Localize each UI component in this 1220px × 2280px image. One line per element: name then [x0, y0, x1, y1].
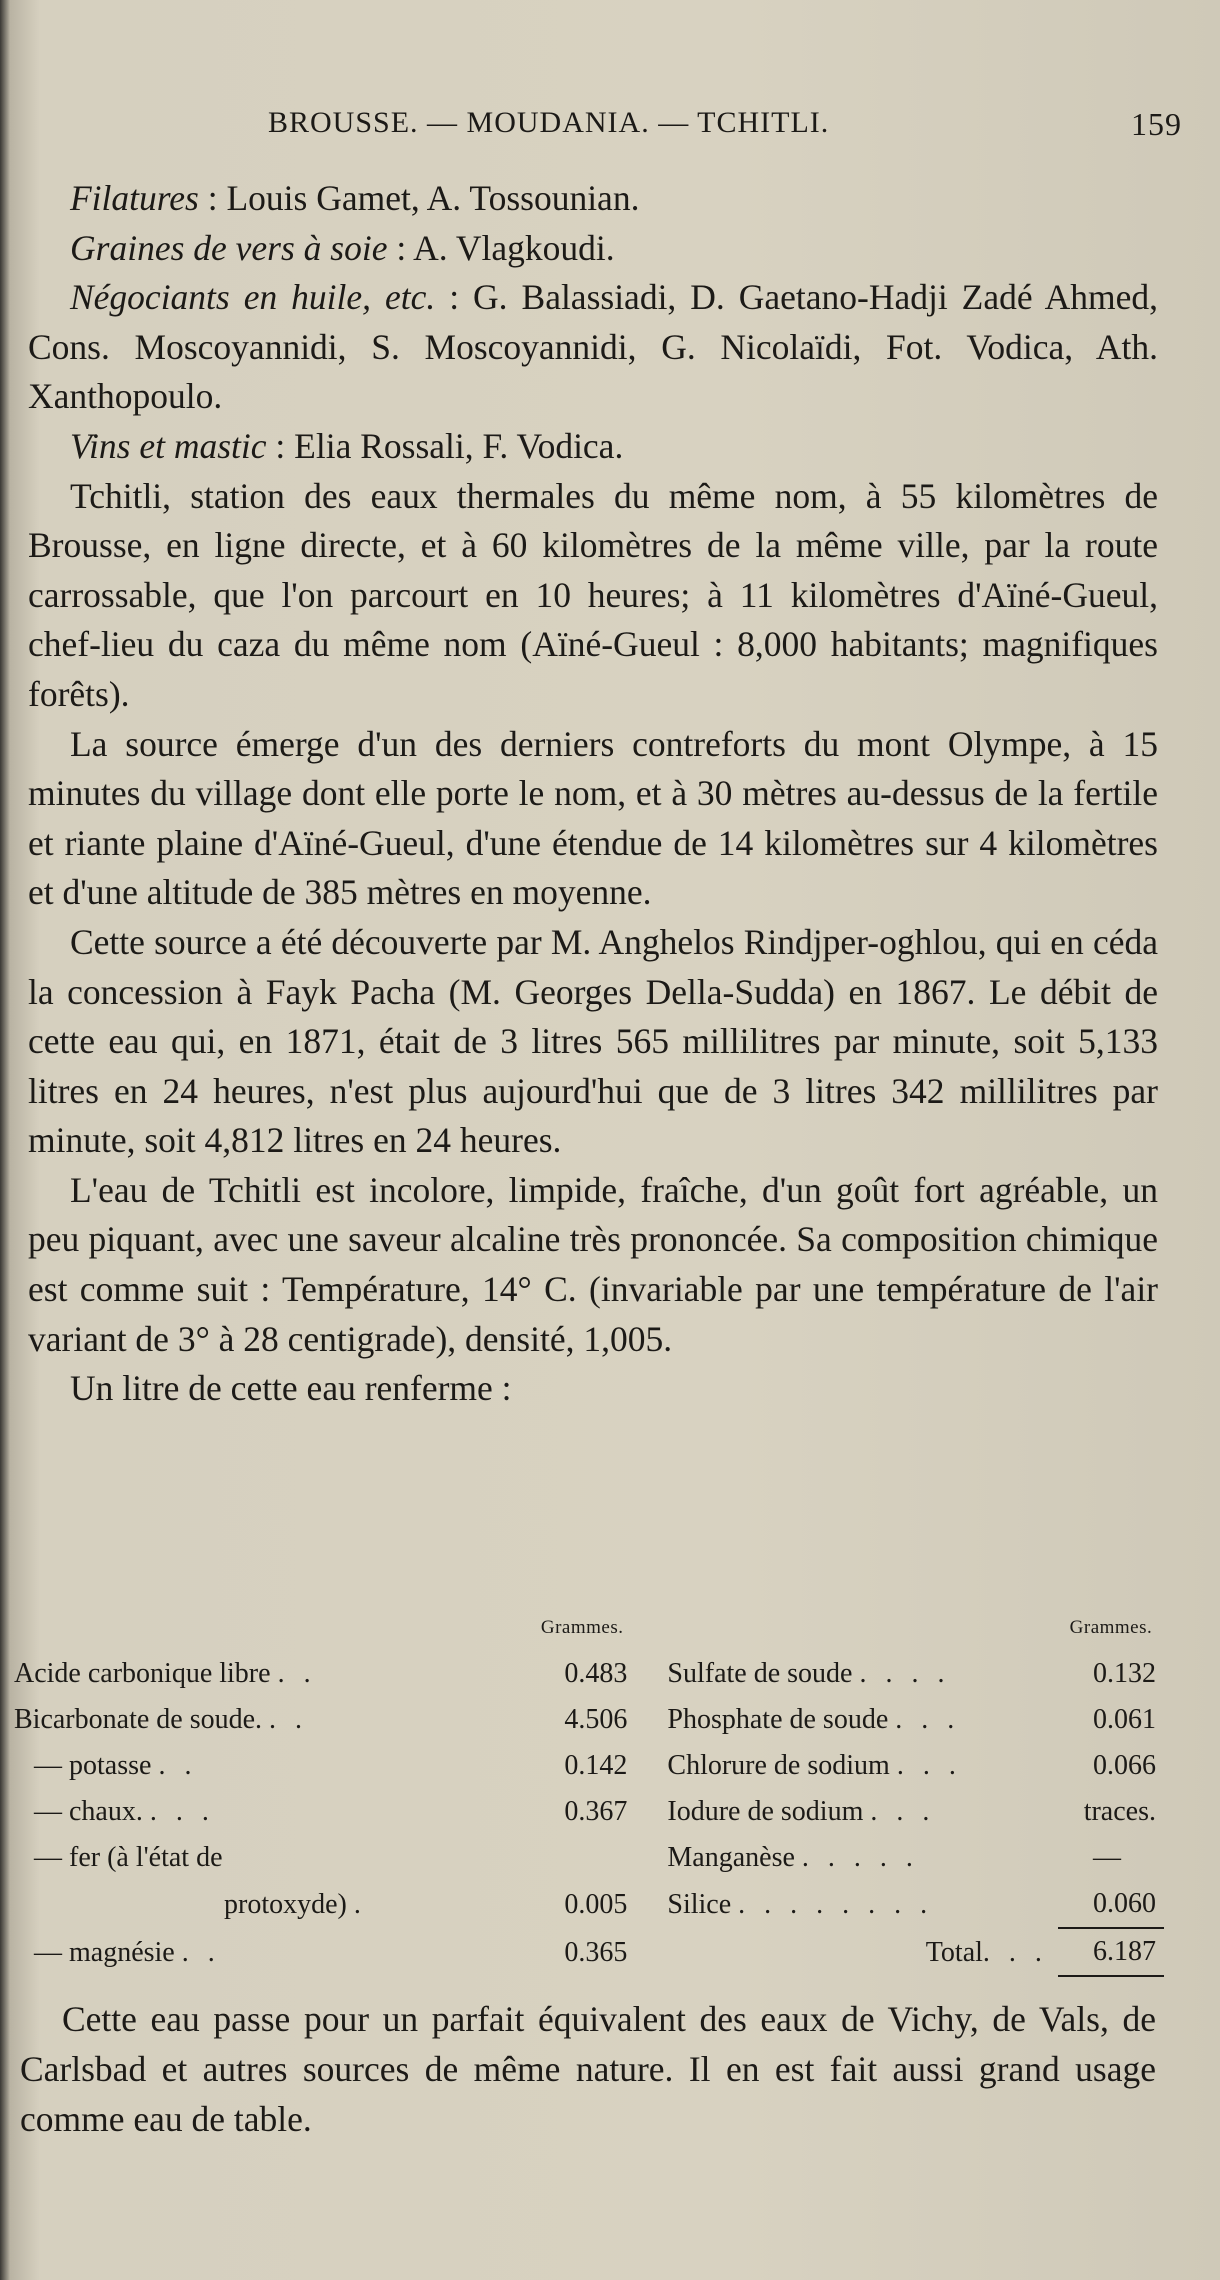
compound-value: 0.483: [564, 1658, 628, 1689]
compound-name: Bicarbonate de soude.: [14, 1704, 263, 1735]
compound-value: —: [1092, 1842, 1121, 1873]
paragraph-table-intro: Un litre de cette eau renferme :: [70, 1368, 512, 1409]
compound-name: Sulfate de soude: [667, 1658, 853, 1689]
dot-leader: . . .: [870, 1796, 936, 1827]
paragraph-closing: Cette eau passe pour un parfait équivalent des eaux de Vichy, de Vals, de Carlsbad et autres sources de même nature. Il en est fait aussi grand usage comme eau de table.: [20, 1999, 1156, 2139]
total-value: 6.187: [1058, 1928, 1164, 1976]
compound-name: Silice: [667, 1889, 732, 1920]
closing-text: [20, 1994, 1156, 2144]
dot-leader: . . .: [982, 1937, 1048, 1968]
page-number: 159: [1131, 106, 1182, 142]
table-row: [14, 1697, 1164, 1743]
entry-label: Vins et mastic: [70, 425, 267, 466]
compound-value: 4.506: [564, 1704, 628, 1735]
compound-value: traces.: [1083, 1796, 1156, 1827]
table-row: [14, 1928, 1164, 1976]
composition-grid: [14, 1605, 1164, 1977]
compound-name: Acide carbonique libre: [14, 1658, 271, 1689]
table-row: [14, 1835, 1164, 1881]
dot-leader: . . . .: [859, 1658, 951, 1689]
entry-text: : G. Balassiadi, D. Gaetano-Hadji Zadé Ahmed, Cons. Moscoyannidi, S. Moscoyannidi, G. Nicolaïdi, Fot. Vodica, Ath. Xanthopoulo.: [28, 277, 1158, 417]
dot-leader: . .: [158, 1750, 198, 1781]
dot-leader: . .: [269, 1704, 309, 1735]
dot-leader: . .: [277, 1658, 317, 1689]
compound-name: — potasse: [34, 1750, 152, 1781]
entry-label: Graines de vers à soie: [70, 227, 388, 268]
dot-leader: . . .: [895, 1704, 961, 1735]
composition-table: [14, 1605, 1164, 1977]
compound-value: 0.005: [564, 1889, 628, 1920]
compound-value: 0.367: [564, 1796, 628, 1827]
entry-text: : Elia Rossali, F. Vodica.: [266, 425, 624, 466]
compound-name: Phosphate de soude: [667, 1704, 889, 1735]
compound-value: [519, 1835, 645, 1881]
unit-label-left: Grammes.: [540, 1617, 624, 1638]
table-row: [14, 1789, 1164, 1835]
entry-text: : Louis Gamet, A. Tossounian.: [198, 178, 640, 218]
dot-leader: . .: [181, 1937, 221, 1968]
total-label: Total: [925, 1937, 983, 1968]
table-row: [14, 1743, 1164, 1789]
running-head: [268, 106, 1188, 146]
compound-value: 0.066: [1093, 1750, 1156, 1781]
compound-value: 0.365: [564, 1937, 628, 1968]
compound-name: — magnésie: [34, 1937, 175, 1968]
paragraph-tchitli: Tchitli, station des eaux thermales du même nom, à 55 kilomètres de Brousse, en ligne directe, et à 60 kilomètres de la même ville, par la route carrossable, que l'on parcourt en 10 heures; à 11 kilomètres d'Aïné-Gueul, chef-lieu du caza du même nom (Aïné-Gueul : 8,000 habitants; magnifiques forêts).: [28, 475, 1158, 714]
body-text: [28, 174, 1158, 1414]
unit-label-right: Grammes.: [1069, 1617, 1153, 1638]
entry-text: : A. Vlagkoudi.: [387, 227, 615, 268]
compound-value: 0.061: [1093, 1704, 1156, 1735]
dot-leader: . . .: [149, 1796, 215, 1827]
compound-value: 0.142: [564, 1750, 628, 1781]
entry-filatures: [28, 174, 1158, 224]
compound-value: 0.132: [1093, 1658, 1156, 1689]
entry-negociants: [28, 273, 1158, 422]
compound-name: Iodure de sodium: [667, 1796, 864, 1827]
entry-graines: [28, 224, 1158, 274]
dot-leader: .: [353, 1889, 367, 1920]
entry-label: Filatures: [70, 178, 199, 218]
compound-value: 0.060: [1058, 1881, 1164, 1928]
table-unit-row: [14, 1605, 1164, 1651]
paragraph-composition: L'eau de Tchitli est incolore, limpide, fraîche, d'un goût fort agréable, un peu piquant, avec une saveur alcaline très prononcée. Sa composition chimique est comme suit : Température, 14° C. (invariable par une température de l'air variant de 3° à 28 centigrade), densité, 1,005.: [28, 1169, 1158, 1359]
table-row: [14, 1651, 1164, 1697]
dot-leader: . . . . .: [801, 1842, 919, 1873]
paragraph-source: La source émerge d'un des derniers contreforts du mont Olympe, à 15 minutes du village dont elle porte le nom, et à 30 mètres au-dessus de la fertile et riante plaine d'Aïné-Gueul, d'une étendue de 14 kilomètres sur 4 kilomètres et d'une altitude de 385 mètres en moyenne.: [28, 723, 1158, 913]
dot-leader: . . .: [896, 1750, 962, 1781]
entry-vins: [28, 422, 1158, 472]
compound-name: Chlorure de sodium: [667, 1750, 890, 1781]
compound-name: — fer (à l'état de: [34, 1842, 223, 1873]
entry-label: Négociants en huile, etc.: [70, 277, 436, 318]
compound-name: protoxyde): [224, 1889, 347, 1920]
running-head-title: BROUSSE. — MOUDANIA. — TCHITLI.: [268, 106, 830, 139]
compound-name: — chaux.: [34, 1796, 143, 1827]
compound-name: Manganèse: [667, 1842, 795, 1873]
paragraph-discovery: Cette source a été découverte par M. Anghelos Rindjper-oghlou, qui en céda la concession à Fayk Pacha (M. Georges Della-Sudda) en 1867. Le débit de cette eau qui, en 1871, était de 3 litres 565 millilitres par minute, soit 5,133 litres en 24 heures, n'est plus aujourd'hui que de 3 litres 342 millilitres par minute, soit 4,812 litres en 24 heures.: [28, 921, 1158, 1161]
dot-leader: . . . . . . . .: [738, 1889, 934, 1920]
table-row: [14, 1881, 1164, 1928]
